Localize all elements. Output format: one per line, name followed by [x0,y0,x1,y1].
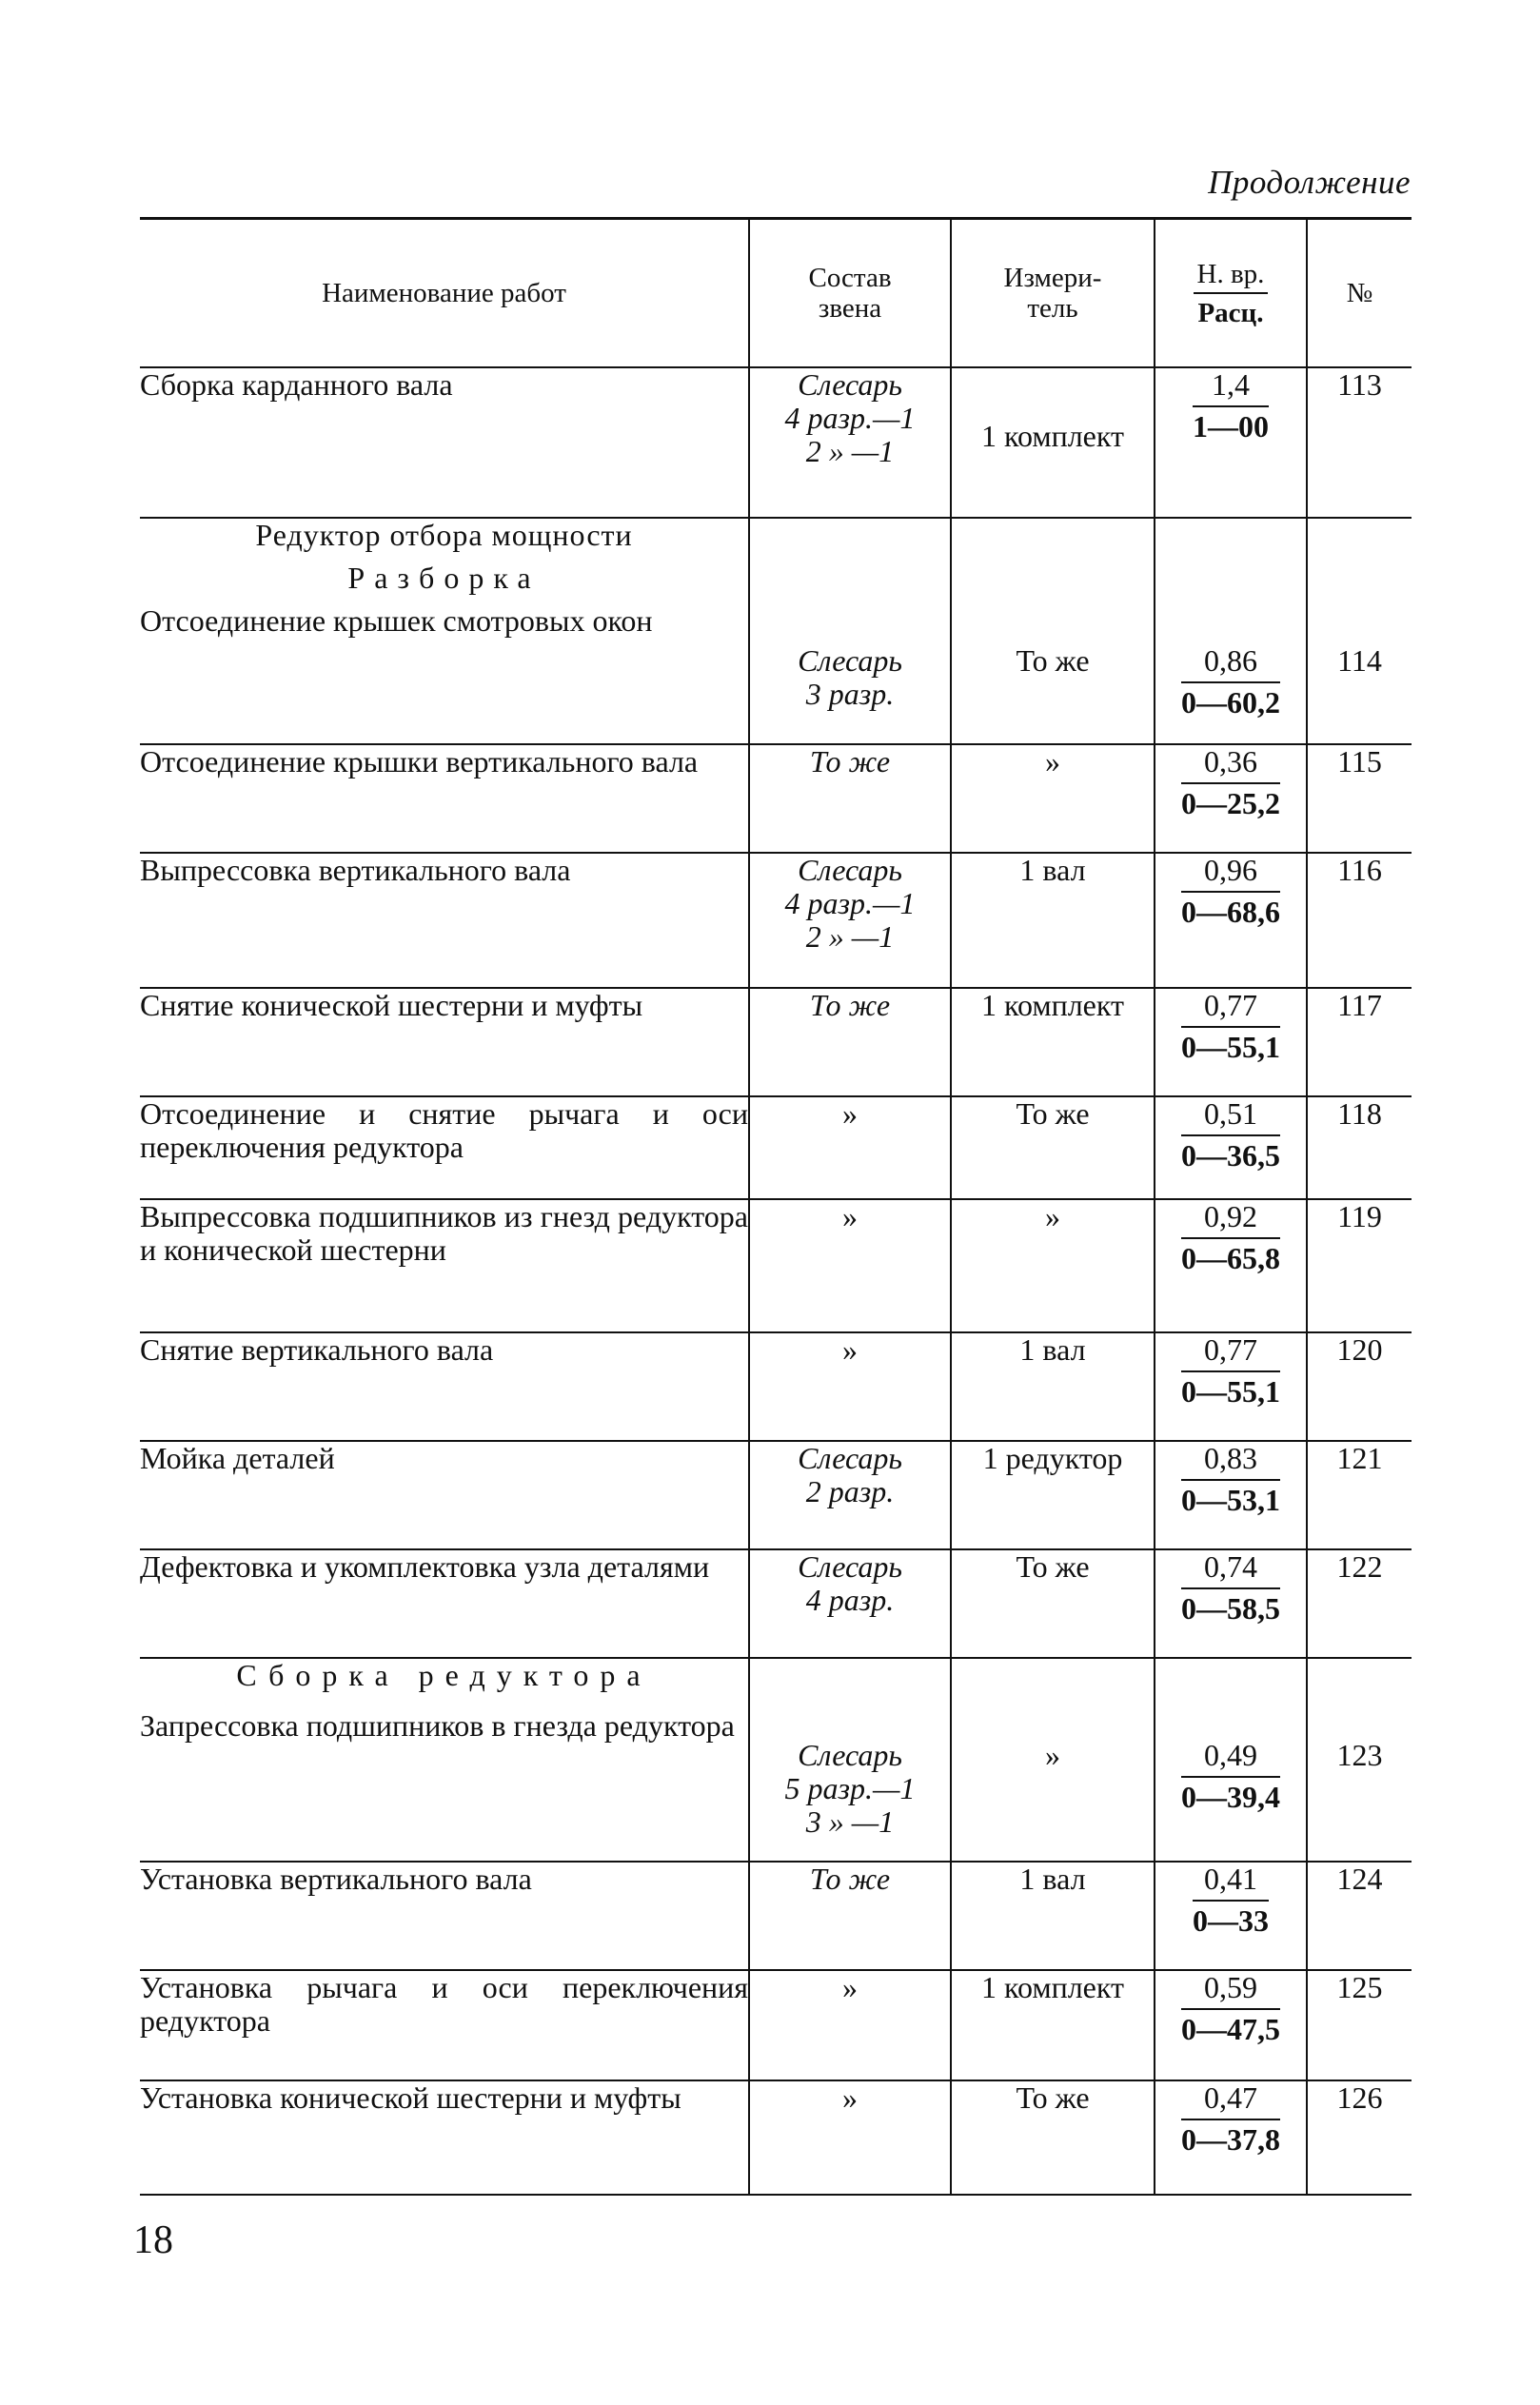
crew-cell [749,1096,951,1199]
row-number: 115 [1307,744,1412,853]
crew-line: Слесарь [798,1549,902,1584]
work-name: Установка рычага и оси переключения редуктора [140,1970,748,2038]
table-row [140,988,1412,1096]
crew-line: 4 разр.—1 [784,401,916,435]
norm-rate: 0—55,1 [1181,1374,1280,1409]
norm-time: 0,47 [1181,2081,1280,2120]
norm-time: 0,36 [1181,745,1280,784]
table-row [140,518,1412,744]
norm-time: 0,49 [1181,1739,1280,1778]
unit-cell: 1 вал [951,853,1155,988]
table-row [140,1862,1412,1970]
norm-fraction [1193,368,1269,444]
table-row [140,853,1412,988]
table-row [140,1096,1412,1199]
section-title: Редуктор отбора мощности [255,518,633,552]
work-norms-table [140,217,1412,2196]
unit-cell: То же [951,2080,1155,2195]
norm-fraction [1193,1863,1269,1938]
norm-rate: 0—25,2 [1181,786,1280,820]
header-crew [749,219,951,368]
row-number: 121 [1307,1441,1412,1549]
row-number: 124 [1307,1862,1412,1970]
unit-cell: 1 вал [951,1862,1155,1970]
work-name: Снятие конической шестерни и муфты [140,988,643,1022]
norm-cell [1155,518,1307,744]
work-name-cell [140,367,749,518]
continuation-label: Продолжение [1208,164,1411,201]
crew-cell [749,1658,951,1862]
crew-line: Слесарь [798,367,902,402]
work-name-cell [140,1862,749,1970]
norm-rate: 0—53,1 [1181,1483,1280,1517]
norm-fraction [1181,2081,1280,2157]
table-row [140,1199,1412,1332]
norm-fraction [1181,854,1280,929]
norm-time: 0,77 [1181,1333,1280,1372]
unit-cell: » [951,744,1155,853]
crew-cell [749,1441,951,1549]
norm-fraction [1181,1442,1280,1517]
crew-line: » [842,1199,858,1233]
work-name: Отсоединение крышки вертикального вала [140,744,699,779]
crew-line: Слесарь [798,643,902,678]
norm-fraction [1181,1200,1280,1275]
header-num: № [1307,219,1412,368]
norm-cell [1155,988,1307,1096]
norm-time: 0,92 [1181,1200,1280,1239]
norm-fraction [1181,1739,1280,1814]
crew-line: То же [809,744,891,779]
work-name-cell [140,518,749,744]
unit-cell: То же [951,1096,1155,1199]
header-row [140,219,1412,368]
row-number: 117 [1307,988,1412,1096]
norm-rate: 0—68,6 [1181,895,1280,929]
work-name: Дефектовка и укомплектовка узла деталями [140,1549,710,1584]
norm-rate: 0—65,8 [1181,1241,1280,1275]
table-row [140,1658,1412,1862]
crew-cell [749,1862,951,1970]
norm-cell [1155,1199,1307,1332]
header-unit-line1: Измери- [1003,263,1102,293]
crew-cell [749,988,951,1096]
norm-time: 0,41 [1193,1863,1269,1902]
norm-rate: 0—58,5 [1181,1591,1280,1626]
norm-cell [1155,2080,1307,2195]
work-name: Выпрессовка подшипников из гнезд редуктора и конической шестерни [140,1199,748,1267]
work-name-cell [140,853,749,988]
unit-cell: 1 комплект [951,988,1155,1096]
unit-cell: То же [951,1549,1155,1658]
norm-fraction [1181,989,1280,1064]
work-name-cell [140,1549,749,1658]
norm-cell [1155,744,1307,853]
unit-cell: 1 вал [951,1332,1155,1441]
norm-fraction [1181,1971,1280,2046]
work-name-cell [140,1332,749,1441]
header-unit [951,219,1155,368]
work-name: Отсоединение и снятие рычага и оси переключения редуктора [140,1096,748,1164]
table-row [140,744,1412,853]
row-number: 118 [1307,1096,1412,1199]
unit-cell: » [951,1658,1155,1862]
crew-cell [749,853,951,988]
norm-cell [1155,1096,1307,1199]
crew-line: 3 » —1 [805,1804,895,1839]
crew-line: » [842,1970,858,2004]
unit-cell: То же [951,518,1155,744]
norm-rate: 0—47,5 [1181,2012,1280,2046]
norm-cell [1155,1970,1307,2080]
crew-line: » [842,1332,858,1367]
table-row [140,2080,1412,2195]
work-name-cell [140,988,749,1096]
norm-rate: 1—00 [1193,409,1269,444]
norm-fraction [1181,745,1280,820]
work-name: Сборка карданного вала [140,367,453,402]
norm-time: 1,4 [1193,368,1269,407]
work-name: Мойка деталей [140,1441,335,1475]
norm-time: 0,59 [1181,1971,1280,2010]
row-number: 123 [1307,1658,1412,1862]
crew-cell [749,1332,951,1441]
norm-rate: 0—36,5 [1181,1138,1280,1173]
norm-time: 0,74 [1181,1550,1280,1589]
table-row [140,367,1412,518]
header-norm [1155,219,1307,368]
norm-cell [1155,1332,1307,1441]
header-unit-line2: тель [1027,293,1078,324]
work-name: Отсоединение крышек смотровых окон [140,603,653,638]
crew-line: 5 разр.—1 [784,1771,916,1805]
unit-cell: » [951,1199,1155,1332]
norm-rate: 0—33 [1193,1903,1269,1938]
norm-rate: 0—37,8 [1181,2122,1280,2157]
unit-cell: 1 комплект [951,367,1155,518]
crew-cell [749,518,951,744]
crew-line: 2 » —1 [805,919,895,954]
norm-cell [1155,1658,1307,1862]
work-name-cell [140,2080,749,2195]
norm-cell [1155,1862,1307,1970]
norm-fraction [1181,1097,1280,1173]
row-number: 122 [1307,1549,1412,1658]
norm-cell [1155,853,1307,988]
crew-cell [749,367,951,518]
section-subtitle: Разборка [347,561,541,595]
row-number: 126 [1307,2080,1412,2195]
table-row [140,1970,1412,2080]
work-name-cell [140,1970,749,2080]
row-number: 119 [1307,1199,1412,1332]
crew-line: Слесарь [798,853,902,887]
work-name-cell [140,1441,749,1549]
crew-line: 4 разр.—1 [784,886,916,920]
row-number: 116 [1307,853,1412,988]
crew-line: Слесарь [798,1441,902,1475]
table-body [140,367,1412,2195]
crew-line: То же [809,988,891,1022]
norm-time: 0,83 [1181,1442,1280,1481]
crew-cell [749,1549,951,1658]
norm-rate: 0—55,1 [1181,1030,1280,1064]
row-number: 125 [1307,1970,1412,2080]
norm-fraction [1181,1333,1280,1409]
crew-line: » [842,2080,858,2115]
work-name: Установка вертикального вала [140,1862,532,1896]
row-number: 113 [1307,367,1412,518]
norm-rate: 0—60,2 [1181,685,1280,720]
work-name: Снятие вертикального вала [140,1332,494,1367]
section-subtitle: Сборка редуктора [236,1658,652,1692]
norm-time: 0,86 [1181,644,1280,683]
norm-cell [1155,367,1307,518]
page-number: 18 [133,2218,173,2262]
norm-time: 0,77 [1181,989,1280,1028]
work-name-cell [140,1096,749,1199]
work-name-cell [140,1658,749,1862]
header-norm-time: Н. вр. [1194,259,1269,294]
norm-time: 0,51 [1181,1097,1280,1136]
row-number: 120 [1307,1332,1412,1441]
header-norm-rate: Расц. [1197,297,1264,328]
work-name-cell [140,1199,749,1332]
table-row [140,1441,1412,1549]
work-name: Запрессовка подшипников в гнезда редуктора [140,1708,735,1743]
crew-line: Слесарь [798,1738,902,1772]
crew-line: 3 разр. [805,677,895,711]
crew-cell [749,1970,951,2080]
unit-cell: 1 комплект [951,1970,1155,2080]
crew-cell [749,1199,951,1332]
crew-line: » [842,1096,858,1131]
crew-line: 4 разр. [805,1583,895,1617]
header-name: Наименование работ [140,219,749,368]
crew-line: То же [809,1862,891,1896]
work-name: Выпрессовка вертикального вала [140,853,571,887]
norm-fraction [1181,644,1280,720]
row-number: 114 [1307,518,1412,744]
header-crew-line1: Состав [808,263,892,293]
norm-cell [1155,1441,1307,1549]
crew-line: 2 разр. [805,1474,895,1508]
header-crew-line2: звена [818,293,882,324]
crew-cell [749,2080,951,2195]
norm-rate: 0—39,4 [1181,1780,1280,1814]
norm-cell [1155,1549,1307,1658]
table-row [140,1332,1412,1441]
norm-fraction [1181,1550,1280,1626]
crew-line: 2 » —1 [805,434,895,468]
work-name: Установка конической шестерни и муфты [140,2080,681,2115]
unit-cell: 1 редуктор [951,1441,1155,1549]
work-name-cell [140,744,749,853]
norm-time: 0,96 [1181,854,1280,893]
crew-cell [749,744,951,853]
table-row [140,1549,1412,1658]
